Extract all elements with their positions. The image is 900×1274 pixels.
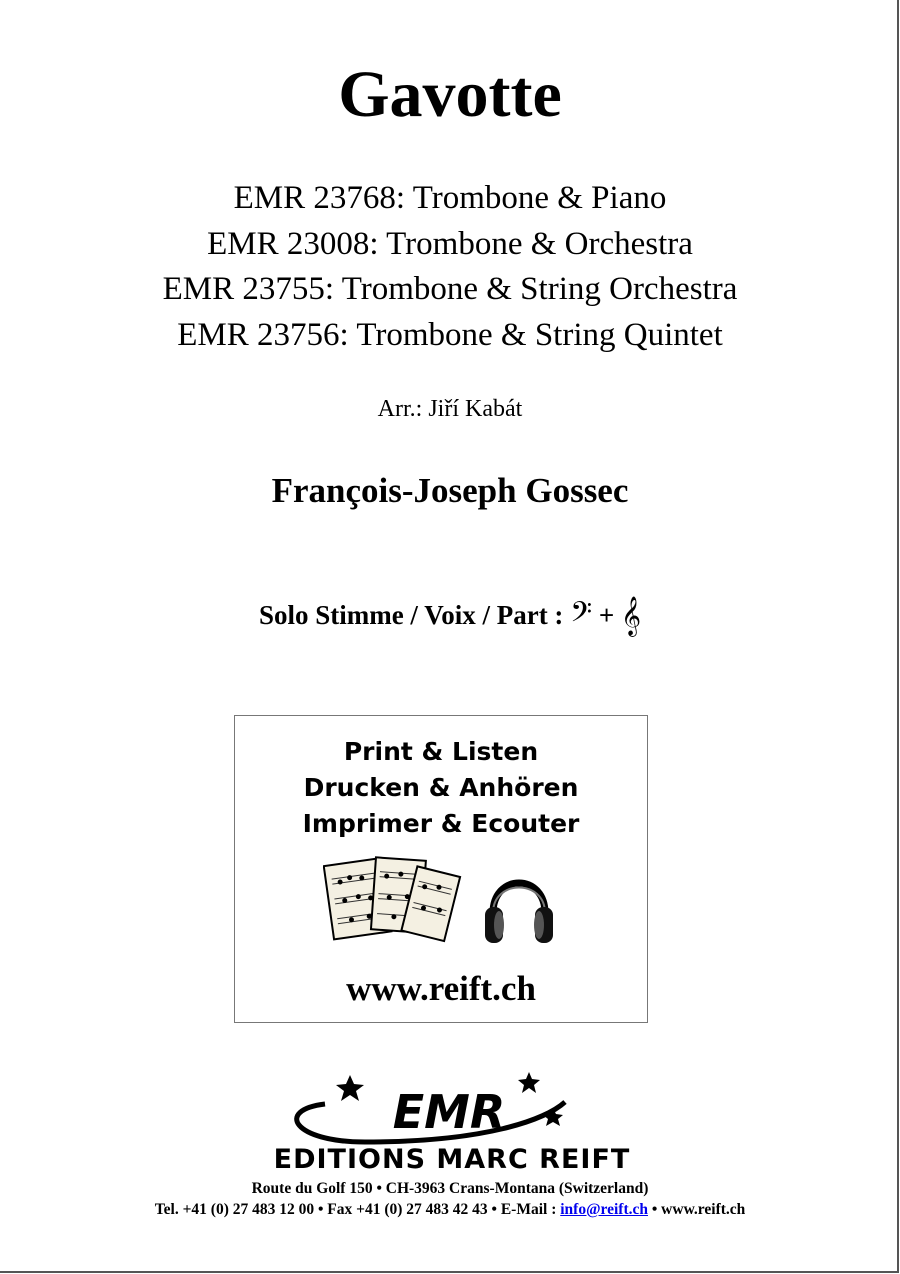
edition-list [0,176,900,358]
promo-line: Drucken & Anhören [303,773,579,802]
emr-logo [235,1070,675,1175]
sheet-music-icon [324,857,460,941]
publisher-contact [0,1199,900,1221]
bass-clef-icon: 𝄢 [570,596,593,636]
part-label: Solo Stimme / Voix / Part : [258,600,564,630]
headphones-icon [485,883,553,943]
arranger: Arr.: Jiří Kabát [377,396,523,422]
page-title: Gavotte [338,58,562,131]
part-info [0,595,900,636]
print-listen-box [234,715,648,1023]
publisher-address: Route du Golf 150 • CH-3963 Crans-Montana (Switzerland) [251,1180,649,1197]
promo-lines [235,734,647,842]
promo-website[interactable]: www.reift.ch [346,969,536,1008]
composer: François-Joseph Gossec [271,471,629,510]
logo-text: EMR [392,1085,506,1139]
treble-clef-icon: 𝄞 [620,596,642,636]
edition-item: EMR 23008: Trombone & Orchestra [207,225,693,262]
contact-phone-fax: Tel. +41 (0) 27 483 12 00 • Fax +41 (0) 27 483 42 43 • E-Mail : [154,1201,557,1218]
promo-line: Imprimer & Ecouter [302,809,580,838]
publisher-name: EDITIONS MARC REIFT [273,1144,631,1170]
part-plus: + [598,600,615,630]
edition-item: EMR 23755: Trombone & String Orchestra [162,271,738,307]
edition-item: EMR 23756: Trombone & String Quintet [177,316,723,353]
promo-icons [323,851,563,956]
contact-website: • www.reift.ch [651,1201,746,1218]
promo-line: Print & Listen [343,737,539,766]
email-link[interactable]: info@reift.ch [560,1201,648,1218]
edition-item: EMR 23768: Trombone & Piano [233,180,667,216]
